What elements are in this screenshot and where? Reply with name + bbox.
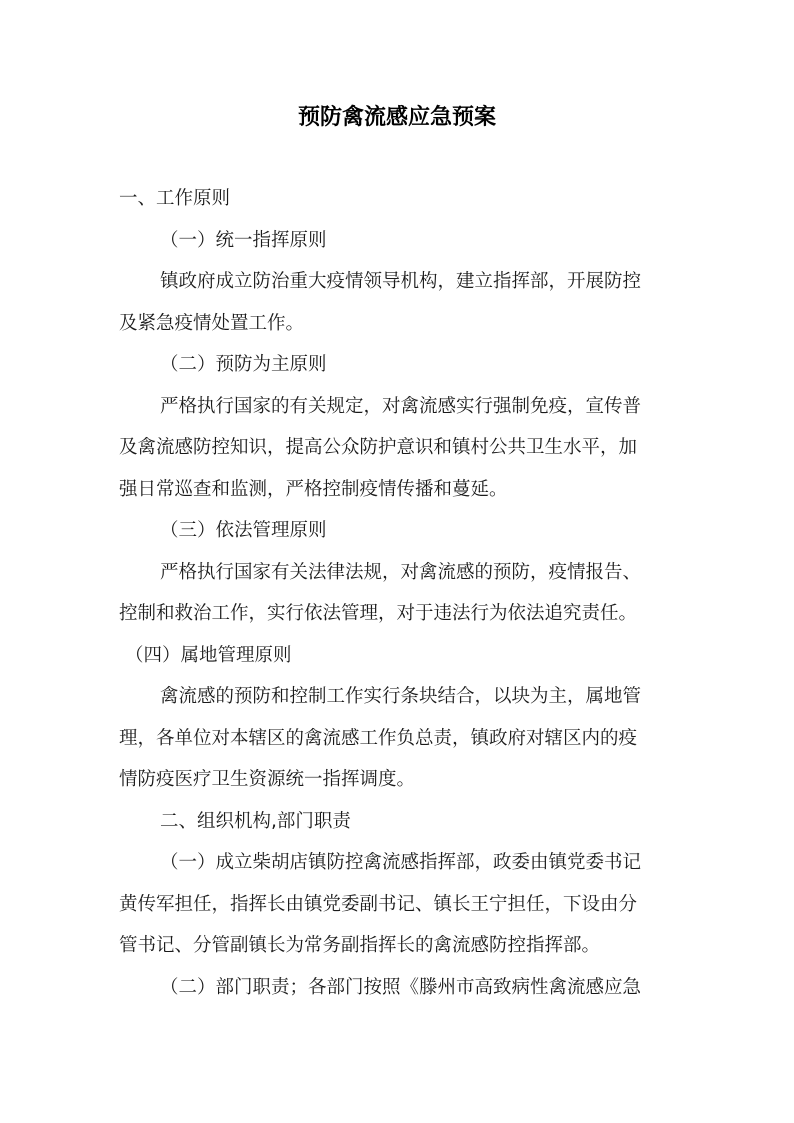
document-line: 管书记、分管副镇长为常务副指挥长的禽流感防控指挥部。 <box>119 935 601 956</box>
document-line: （一）统一指挥原则 <box>160 230 327 251</box>
document-line: 一、工作原则 <box>119 188 231 209</box>
document-line: 黄传军担任，指挥长由镇党委副书记、镇长王宁担任，下设由分 <box>119 894 638 915</box>
document-line: 严格执行国家的有关规定，对禽流感实行强制免疫，宣传普 <box>160 396 642 417</box>
document-line: （四）属地管理原则 <box>125 645 292 666</box>
document-line: 强日常巡查和监测，严格控制疫情传播和蔓延。 <box>119 479 508 500</box>
document-title: 预防禽流感应急预案 <box>297 105 496 130</box>
document-line: 及紧急疫情处置工作。 <box>119 313 305 334</box>
document-line: 镇政府成立防治重大疫情领导机构，建立指挥部，开展防控 <box>160 271 642 292</box>
document-line: 理，各单位对本辖区的禽流感工作负总责，镇政府对辖区内的疫 <box>119 728 638 749</box>
document-line: （三）依法管理原则 <box>160 520 327 541</box>
document-line: 情防疫医疗卫生资源统一指挥调度。 <box>119 769 416 790</box>
document-line: 二、组织机构,部门职责 <box>160 811 351 832</box>
document-line: （二）预防为主原则 <box>160 354 327 375</box>
document-line: （二）部门职责；各部门按照《滕州市高致病性禽流感应急 <box>160 977 642 998</box>
document-line: （一）成立柴胡店镇防控禽流感指挥部，政委由镇党委书记 <box>160 852 642 873</box>
document-line: 严格执行国家有关法律法规，对禽流感的预防，疫情报告、 <box>160 562 642 583</box>
document-line: 及禽流感防控知识，提高公众防护意识和镇村公共卫生水平，加 <box>119 437 638 458</box>
document-line: 控制和救治工作，实行依法管理，对于违法行为依法追究责任。 <box>119 603 638 624</box>
document-line: 禽流感的预防和控制工作实行条块结合，以块为主，属地管 <box>160 686 642 707</box>
